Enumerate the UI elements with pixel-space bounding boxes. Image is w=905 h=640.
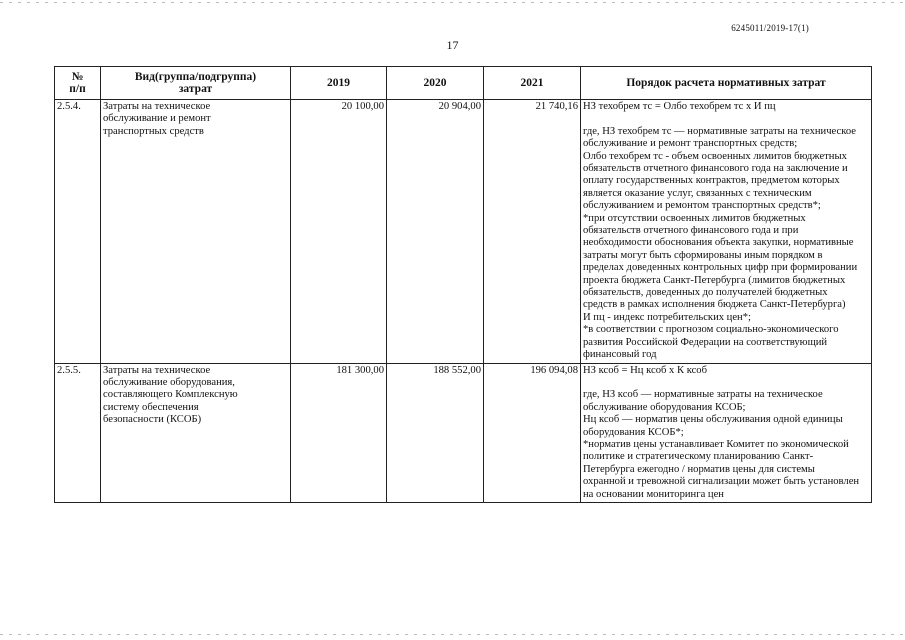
scan-edge-top (0, 2, 905, 3)
header-num-line: п/п (69, 83, 86, 95)
calculation-method (581, 100, 872, 364)
method-line: где, НЗ ксоб — нормативные затраты на техническое (583, 389, 823, 401)
method-line: охранной и тревожной сигнализации может быть установлен (583, 476, 860, 488)
method-line: обслуживанием и ремонтом транспортных средств*; (583, 200, 821, 212)
row-number: 2.5.5. (55, 363, 101, 502)
method-line: НЗ техобрем тс = Олбо техобрем тс х И пц (583, 101, 776, 112)
row-number: 2.5.4. (55, 100, 101, 364)
method-line: является оказание услуг, связанных с техническим (583, 187, 812, 199)
method-line: оборудования КСОБ*; (583, 426, 684, 438)
method-line: обслуживание оборудования КСОБ; (583, 401, 746, 413)
method-spacer (583, 113, 869, 125)
method-line: проекта бюджета Санкт-Петербурга (лимитов бюджетных (583, 274, 846, 286)
name-line: систему обеспечения (103, 401, 199, 413)
method-line: политике и стратегическому планированию Санкт- (583, 451, 814, 463)
method-line: оплату государственных контрактов, предметом которых (583, 175, 840, 187)
value-2021: 196 094,08 (484, 363, 581, 502)
header-type-line: затрат (178, 83, 213, 95)
scan-edge-bottom (0, 634, 905, 635)
method-line: пределах доведенных контрольных цифр при формировании (583, 262, 858, 274)
header-type (101, 67, 291, 100)
method-line: *норматив цены устанавливает Комитет по экономической (583, 438, 849, 450)
calculation-method (581, 363, 872, 502)
method-line: необходимости обоснования объекта закупки, нормативные (583, 237, 854, 249)
method-line: обслуживание и ремонт транспортных средств; (583, 138, 798, 150)
header-num-line: № (71, 70, 84, 83)
method-line: *при отсутствии освоенных лимитов бюджетных (583, 212, 806, 224)
method-line: Олбо техобрем тс - объем освоенных лимитов бюджетных (583, 150, 847, 162)
header-method: Порядок расчета нормативных затрат (581, 67, 872, 100)
method-line: *в соответствии с прогнозом социально-экономического (583, 324, 839, 336)
header-2020: 2020 (387, 67, 484, 100)
name-line: Затраты на техническое (103, 101, 211, 112)
method-line: обязательств, доведенных до получателей бюджетных (583, 287, 828, 299)
value-2019: 181 300,00 (291, 363, 387, 502)
header-2019: 2019 (291, 67, 387, 100)
value-2019: 20 100,00 (291, 100, 387, 364)
cost-norms-table (54, 66, 872, 503)
method-line: обязательств отчетного финансового года на заключение и (583, 163, 848, 175)
method-line: Петербурга ежегодно / норматив цены для системы (583, 463, 815, 475)
method-line: обязательств отчетного финансового года и при (583, 225, 799, 237)
method-line: затраты могут быть сформированы иным порядком в (583, 249, 823, 261)
header-2021: 2021 (484, 67, 581, 100)
page-number: 17 (446, 38, 459, 52)
table-row (55, 100, 872, 364)
name-line: безопасности (КСОБ) (103, 414, 202, 426)
method-line: где, НЗ техобрем тс — нормативные затраты на техническое (583, 125, 856, 137)
method-line: на основании мониторинга цен (583, 488, 724, 500)
value-2020: 20 904,00 (387, 100, 484, 364)
method-line: Нц ксоб — норматив цены обслуживания одной единицы (583, 414, 843, 426)
name-line: транспортных средств (103, 125, 204, 137)
name-line: обслуживание и ремонт (103, 113, 211, 125)
header-type-line: Вид(группа/подгруппа) (134, 70, 257, 83)
method-line: средств в рамках исполнения бюджета Санкт-Петербурга) (583, 299, 846, 311)
name-line: составляющего Комплексную (103, 389, 238, 401)
method-spacer (583, 377, 869, 389)
cost-type-name (101, 100, 291, 364)
value-2021: 21 740,16 (484, 100, 581, 364)
name-line: Затраты на техническое (103, 364, 211, 376)
table-header-row (55, 67, 872, 100)
method-line: НЗ ксоб = Нц ксоб х К ксоб (583, 364, 707, 376)
method-line: развития Российской Федерации на соответствующий (583, 336, 828, 348)
table-row (55, 363, 872, 502)
method-line: И пц - индекс потребительских цен*; (583, 311, 751, 323)
name-line: обслуживание оборудования, (103, 376, 235, 388)
document-id: 6245011/2019-17(1) (731, 23, 809, 33)
value-2020: 188 552,00 (387, 363, 484, 502)
method-line: финансовый год (583, 349, 657, 361)
header-num (55, 67, 101, 100)
cost-type-name (101, 363, 291, 502)
